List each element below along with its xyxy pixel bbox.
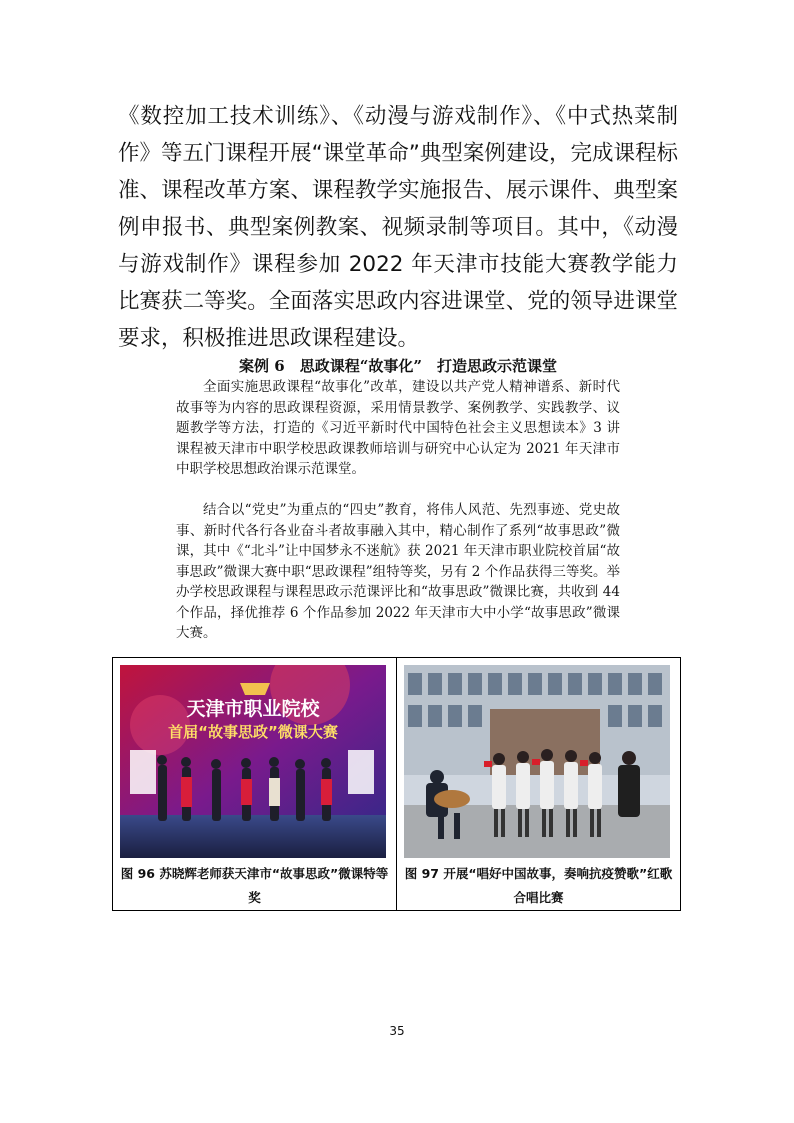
red-song-contest-photo bbox=[404, 665, 670, 858]
award-ceremony-photo bbox=[120, 665, 386, 858]
figure-cell-97 bbox=[396, 658, 680, 910]
case-paragraph-1: 全面实施思政课程“故事化”改革，建设以共产党人精神谱系、新时代故事等为内容的思政课程资源，采用情景教学、案例教学、实践教学、议题教学等方法，打造的《习近平新时代中国特色社会主义思想读本》3 讲课程被天津市中职学校思政课教师培训与研究中心认定为 2021 年天津市中职学校思想政治课示范课堂。 bbox=[176, 379, 620, 477]
banner-title: 天津市职业院校 bbox=[186, 698, 320, 720]
page-number: 35 bbox=[389, 1024, 405, 1038]
main-paragraph: 《数控加工技术训练》、《动漫与游戏制作》、《中式热菜制作》等五门课程开展“课堂革命”典型案例建设，完成课程标准、课程改革方案、课程教学实施报告、展示课件、典型案例申报书、典型案例教案、视频录制等项目。其中，《动漫与游戏制作》课程参加 2022 年天津市技能大赛教学能力比赛获二等奖。全面落实思政内容进课堂、党的领导进课堂要求，积极推进思政课程建设。 bbox=[118, 104, 678, 351]
figure-table bbox=[112, 657, 681, 911]
banner-subtitle: 首届“故事思政”微课大赛 bbox=[168, 723, 338, 741]
case-paragraph-2: 结合以“党史”为重点的“四史”教育，将伟人风范、先烈事迹、党史故事、新时代各行各业奋斗者故事融入其中，精心制作了系列“故事思政”微课，其中《“北斗”让中国梦永不迷航》获 2021 年天津市职业院校首届“故事思政”微课大赛中职“思政课程”组特等奖，另有 2 个作品获得三等奖。举办学校思政课程与课程思政示范课评比和“故事思政”微课比赛，共收到 44 个作品，择优推荐 6 个作品参加 2022 年天津市大中小学“故事思政”微课大赛。 bbox=[176, 502, 620, 641]
figure-96-caption: 图 96 苏晓辉老师获天津市“故事思政”微课特等奖 bbox=[120, 866, 389, 905]
figure-cell-96 bbox=[113, 658, 396, 910]
case-title: 案例 6 思政课程“故事化” 打造思政示范课堂 bbox=[239, 357, 557, 375]
figure-97-caption: 图 97 开展“唱好中国故事，奏响抗疫赞歌”红歌合唱比赛 bbox=[404, 866, 673, 905]
